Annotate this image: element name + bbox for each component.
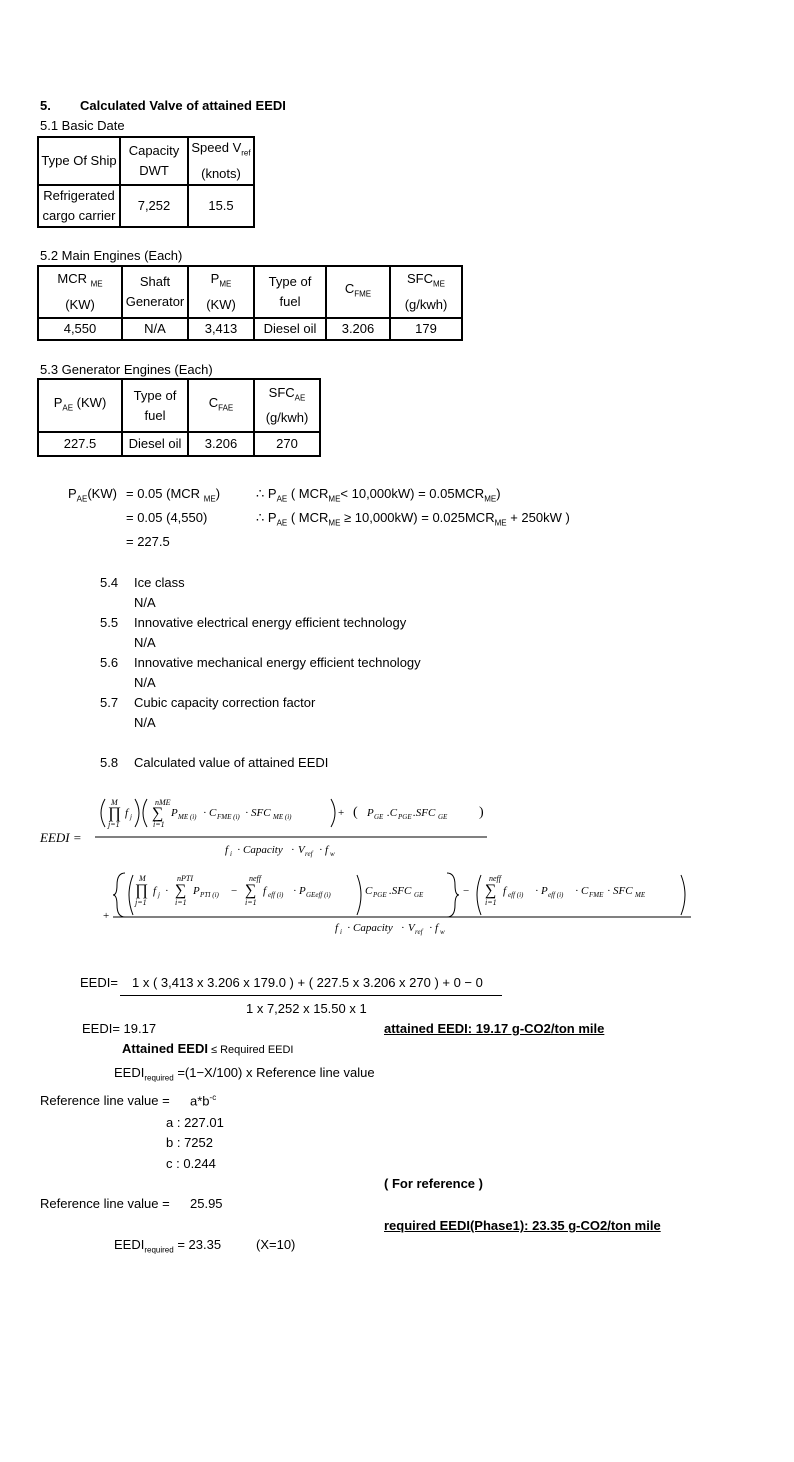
svg-text:eff (i): eff (i) xyxy=(508,891,524,899)
main-engines-label: 5.2 Main Engines (Each) xyxy=(40,248,183,263)
gen-engines-label: 5.3 Generator Engines (Each) xyxy=(40,362,213,377)
svg-text:(: ( xyxy=(353,805,358,820)
svg-text:neff: neff xyxy=(249,874,261,883)
eedi-formula-graphic xyxy=(95,785,705,945)
x-value-note: (X=10) xyxy=(256,1237,296,1252)
cell-ae-fuel: Diesel oil xyxy=(122,432,188,456)
svg-text:ME (i): ME (i) xyxy=(178,813,197,821)
svg-text:−: − xyxy=(231,885,238,897)
header-ae-fuel-type: Type of fuel xyxy=(122,379,188,432)
pae-line-1: = 0.05 (MCR $_{ME}$) xyxy=(126,486,221,504)
svg-text:PGE: PGE xyxy=(398,813,412,821)
svg-text:·: · xyxy=(575,885,579,897)
section-title: Calculated Valve of attained EEDI xyxy=(80,98,286,113)
main-engines-table xyxy=(37,265,463,341)
svg-text:·: · xyxy=(293,885,297,897)
cell-ship-type: Refrigerated cargo carrier xyxy=(38,185,120,227)
attained-vs-required: Attained EEDI ≤ Required EEDI xyxy=(122,1041,294,1056)
svg-text:FME (i): FME (i) xyxy=(217,813,240,821)
svg-text:P: P xyxy=(541,885,548,897)
item-5-5-value: N/A xyxy=(134,635,156,650)
cell-pae: 227.5 xyxy=(38,432,122,456)
svg-text:f: f xyxy=(125,807,129,819)
svg-text:+: + xyxy=(103,910,110,922)
reference-line-expr: $a*b^{-c}$ xyxy=(190,1093,217,1109)
svg-text:ref: ref xyxy=(415,928,423,936)
svg-text:∏: ∏ xyxy=(135,882,149,899)
cell-fuel: Diesel oil xyxy=(254,318,326,340)
svg-text:SFC: SFC xyxy=(613,885,633,897)
header-cfme: $C_{FME}$ xyxy=(326,266,390,318)
svg-text:j: j xyxy=(158,891,160,899)
svg-text:f: f xyxy=(335,922,339,934)
cell-dwt: 7,252 xyxy=(120,185,188,227)
attained-eedi-note: attained EEDI: 19.17 g-CO2/ton mile xyxy=(384,1021,605,1036)
header-sfc-ae: $SFC_{AE}$ (g/kwh) xyxy=(254,379,320,432)
item-5-7-value: N/A xyxy=(134,715,156,730)
pae-line-2: = 0.05 (4,550) xyxy=(126,510,208,525)
item-5-8-number: 5.8 xyxy=(100,755,119,770)
svg-text:+: + xyxy=(338,807,345,819)
svg-text:FME: FME xyxy=(589,891,604,899)
header-pae: $P_{AE}$ (KW) xyxy=(38,379,122,432)
item-5-7-title: Cubic capacity correction factor xyxy=(134,695,316,710)
svg-text:i: i xyxy=(230,850,232,858)
header-fuel-type: Type of fuel xyxy=(254,266,326,318)
svg-text:V: V xyxy=(408,922,415,934)
header-speed: Speed $V_{ref}$ (knots) xyxy=(188,137,254,185)
header-pme: $P_{ME}$ (KW) xyxy=(188,266,254,318)
header-shaft-generator: Shaft Generator xyxy=(122,266,188,318)
formula-lhs: EEDI = xyxy=(40,830,82,845)
cell-sfc: 179 xyxy=(390,318,462,340)
svg-text:C: C xyxy=(365,885,373,897)
svg-text:Capacity: Capacity xyxy=(353,922,393,934)
cell-speed: 15.5 xyxy=(188,185,254,227)
gen-engines-table xyxy=(37,378,321,457)
basic-data-table xyxy=(37,136,255,228)
eedi-result: EEDI= 19.17 xyxy=(82,1021,157,1036)
svg-text:i=1: i=1 xyxy=(153,820,165,829)
cell-mcr: 4,550 xyxy=(38,318,122,340)
svg-text:.SFC: .SFC xyxy=(389,885,412,897)
svg-text:f: f xyxy=(325,844,329,856)
svg-text:·: · xyxy=(535,885,539,897)
item-5-6-title: Innovative mechanical energy efficient technology xyxy=(134,655,421,670)
item-5-4-title: Ice class xyxy=(134,575,185,590)
svg-text:neff: neff xyxy=(489,874,501,883)
cell-cfme: 3.206 xyxy=(326,318,390,340)
reference-result-label: Reference line value = xyxy=(40,1196,170,1211)
svg-text:M: M xyxy=(111,798,118,807)
svg-text:PTI (i): PTI (i) xyxy=(200,891,219,899)
param-c: c : 0.244 xyxy=(166,1156,216,1171)
svg-text:f: f xyxy=(153,885,157,897)
pae-line-3: = 227.5 xyxy=(126,534,170,549)
cell-ae-sfc: 270 xyxy=(254,432,320,456)
svg-text:w: w xyxy=(330,850,335,858)
svg-text:f: f xyxy=(435,922,439,934)
svg-text:∑: ∑ xyxy=(245,882,257,899)
svg-text:·: · xyxy=(319,844,323,856)
header-capacity: Capacity DWT xyxy=(120,137,188,185)
svg-text:·: · xyxy=(237,844,241,856)
svg-text:i=1: i=1 xyxy=(175,898,187,907)
svg-text:f: f xyxy=(503,885,507,897)
cell-cfae: 3.206 xyxy=(188,432,254,456)
reference-result-value: 25.95 xyxy=(190,1196,223,1211)
required-eedi-note: required EEDI(Phase1): 23.35 g-CO2/ton mile xyxy=(384,1218,661,1233)
param-b: b : 7252 xyxy=(166,1135,213,1150)
svg-text:M: M xyxy=(139,874,146,883)
svg-text:P: P xyxy=(367,807,374,819)
svg-text:i: i xyxy=(340,928,342,936)
pae-lhs: $P_{AE}(KW)$ xyxy=(68,486,117,504)
svg-text:eff (i): eff (i) xyxy=(268,891,284,899)
svg-text:): ) xyxy=(479,805,484,820)
basic-data-label: 5.1 Basic Date xyxy=(40,118,125,133)
svg-text:j=1: j=1 xyxy=(135,898,147,907)
svg-text:∏: ∏ xyxy=(108,805,122,822)
svg-text:f: f xyxy=(225,844,229,856)
svg-text:j: j xyxy=(130,813,132,821)
svg-text:·: · xyxy=(607,885,611,897)
svg-text:∑: ∑ xyxy=(175,882,187,899)
required-eedi-value: $EEDI_{required} = 23.35$ xyxy=(114,1237,222,1255)
svg-text:w: w xyxy=(440,928,445,936)
svg-text:∑: ∑ xyxy=(152,805,164,822)
svg-text:P: P xyxy=(193,885,200,897)
header-cfae: $C_{FAE}$ xyxy=(188,379,254,432)
svg-text:·: · xyxy=(291,844,295,856)
svg-text:nME: nME xyxy=(155,798,171,807)
svg-text:.SFC: .SFC xyxy=(413,807,436,819)
calc-denominator: 1 x 7,252 x 15.50 x 1 xyxy=(246,1001,367,1016)
for-reference-note: ( For reference ) xyxy=(384,1176,483,1191)
svg-text:·: · xyxy=(401,922,405,934)
svg-text:∑: ∑ xyxy=(485,882,497,899)
svg-text:i=1: i=1 xyxy=(245,898,257,907)
item-5-8-title: Calculated value of attained EEDI xyxy=(134,755,329,770)
param-a: a : 227.01 xyxy=(166,1115,224,1130)
svg-text:ME: ME xyxy=(635,891,646,899)
section-number: 5. xyxy=(40,98,51,113)
svg-text:eff (i): eff (i) xyxy=(548,891,564,899)
svg-text:P: P xyxy=(299,885,306,897)
svg-text:·: · xyxy=(165,885,169,897)
svg-text:j=1: j=1 xyxy=(108,820,120,829)
svg-text:i=1: i=1 xyxy=(485,898,497,907)
svg-text:−: − xyxy=(463,885,470,897)
svg-text:P: P xyxy=(171,807,178,819)
svg-text:·: · xyxy=(347,922,351,934)
item-5-6-value: N/A xyxy=(134,675,156,690)
svg-text:·: · xyxy=(429,922,433,934)
header-sfc-me: $SFC_{ME}$ (g/kwh) xyxy=(390,266,462,318)
svg-text:ME (i): ME (i) xyxy=(273,813,292,821)
svg-text:.C: .C xyxy=(387,807,398,819)
svg-text:ref: ref xyxy=(305,850,313,858)
pae-condition-1: ∴ $P_{AE}$ ( $MCR_{ME}< 10,000kW) = 0.05MCR_{ME}$) xyxy=(256,486,501,504)
reference-line-label: Reference line value = xyxy=(40,1093,170,1108)
header-mcr: MCR $_{ME}$ (KW) xyxy=(38,266,122,318)
fraction-bar xyxy=(120,995,502,996)
svg-text:SFC: SFC xyxy=(251,807,271,819)
calc-label: EEDI= xyxy=(80,975,118,990)
item-5-5-title: Innovative electrical energy efficient technology xyxy=(134,615,407,630)
svg-text:V: V xyxy=(298,844,305,856)
item-5-4-value: N/A xyxy=(134,595,156,610)
svg-text:nPTI: nPTI xyxy=(177,874,193,883)
svg-text:PGE: PGE xyxy=(373,891,387,899)
svg-text:C: C xyxy=(209,807,217,819)
item-5-7-number: 5.7 xyxy=(100,695,119,710)
required-formula: $EEDI_{required} =(1-X/100)$ x Reference line value xyxy=(114,1065,375,1083)
svg-text:GEeff (i): GEeff (i) xyxy=(306,891,331,899)
header-type-of-ship: Type Of Ship xyxy=(38,137,120,185)
item-5-4-number: 5.4 xyxy=(100,575,119,590)
svg-text:C: C xyxy=(581,885,589,897)
svg-text:f: f xyxy=(263,885,267,897)
svg-text:GE: GE xyxy=(414,891,424,899)
cell-pme: 3,413 xyxy=(188,318,254,340)
item-5-6-number: 5.6 xyxy=(100,655,119,670)
svg-text:Capacity: Capacity xyxy=(243,844,283,856)
svg-text:GE: GE xyxy=(374,813,384,821)
svg-text:GE: GE xyxy=(438,813,448,821)
svg-text:·: · xyxy=(203,807,207,819)
calc-numerator: 1 x ( 3,413 x 3.206 x 179.0 ) + ( 227.5 x 3.206 x 270 ) + 0 − 0 xyxy=(132,975,483,990)
cell-shaft: N/A xyxy=(122,318,188,340)
item-5-5-number: 5.5 xyxy=(100,615,119,630)
pae-condition-2: ∴ $P_{AE}$ ( $MCR_{ME} \ge 10,000kW) = 0.025MCR_{ME} + 250kW$ ) xyxy=(256,510,570,528)
svg-text:·: · xyxy=(245,807,249,819)
